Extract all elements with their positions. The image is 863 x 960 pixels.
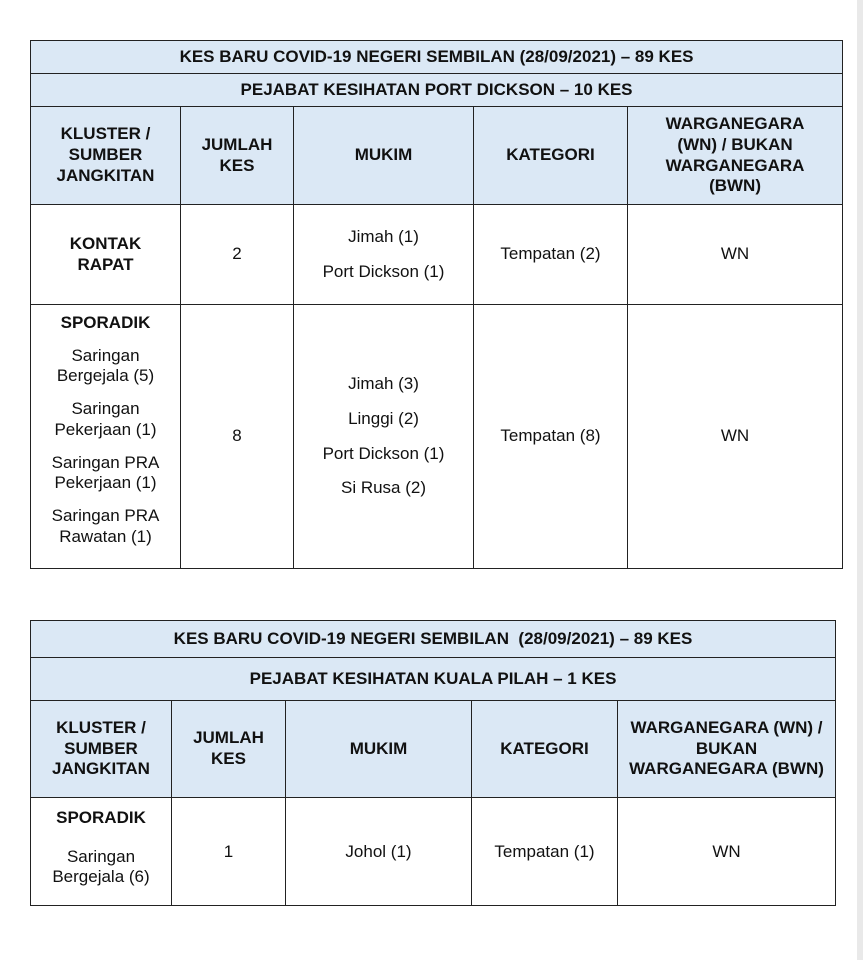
table-subtitle: PEJABAT KESIHATAN PORT DICKSON – 10 KES <box>31 74 843 107</box>
kategori-cell: Tempatan (2) <box>474 205 628 305</box>
table-title: KES BARU COVID-19 NEGERI SEMBILAN (28/09/2021) – 89 KES <box>31 621 836 658</box>
kategori-cell: Tempatan (1) <box>472 798 618 906</box>
table-row <box>31 305 843 569</box>
mukim-item: Linggi (2) <box>348 408 419 428</box>
header-kategori: KATEGORI <box>474 107 628 205</box>
mukim-item: Si Rusa (2) <box>340 478 427 498</box>
kluster-cell: KONTAK RAPAT <box>31 205 181 305</box>
mukim-item: Port Dickson (1) <box>322 443 445 463</box>
warganegara-cell: WN <box>628 305 843 569</box>
kluster-item: Saringan PRA Rawatan (1) <box>51 506 160 546</box>
warganegara-cell: WN <box>628 205 843 305</box>
header-jumlah: JUMLAH KES <box>172 701 286 798</box>
header-mukim: MUKIM <box>286 701 472 798</box>
mukim-cell <box>294 205 474 305</box>
mukim-item: Johol (1) <box>345 842 412 861</box>
case-table-kuala-pilah <box>30 620 836 906</box>
case-table-port-dickson <box>30 40 843 569</box>
top-margin <box>0 0 863 40</box>
jumlah-cell: 1 <box>172 798 286 906</box>
table-subtitle: PEJABAT KESIHATAN KUALA PILAH – 1 KES <box>31 658 836 701</box>
mukim-cell <box>294 305 474 569</box>
header-warganegara: WARGANEGARA (WN) / BUKAN WARGANEGARA (BWN) <box>618 701 836 798</box>
jumlah-cell: 2 <box>181 205 294 305</box>
kluster-item: Saringan Pekerjaan (1) <box>54 399 157 439</box>
mukim-item: Jimah (3) <box>348 374 419 394</box>
kluster-item: Saringan Bergejala (6) <box>52 846 150 887</box>
kluster-title: SPORADIK <box>60 313 151 332</box>
table-row <box>31 798 836 906</box>
mukim-item: Jimah (1) <box>348 226 419 246</box>
right-edge <box>857 0 863 960</box>
header-kluster: KLUSTER / SUMBER JANGKITAN <box>31 107 181 205</box>
header-kategori: KATEGORI <box>472 701 618 798</box>
header-jumlah: JUMLAH KES <box>181 107 294 205</box>
table-title: KES BARU COVID-19 NEGERI SEMBILAN (28/09/2021) – 89 KES <box>31 41 843 74</box>
table-row <box>31 205 843 305</box>
mukim-cell <box>286 798 472 906</box>
mukim-item: Port Dickson (1) <box>322 261 445 281</box>
header-kluster: KLUSTER / SUMBER JANGKITAN <box>31 701 172 798</box>
warganegara-cell: WN <box>618 798 836 906</box>
kluster-item: Saringan PRA Pekerjaan (1) <box>51 452 160 493</box>
kluster-title: SPORADIK <box>56 808 146 827</box>
header-warganegara: WARGANEGARA (WN) / BUKAN WARGANEGARA (BWN) <box>628 107 843 205</box>
header-mukim: MUKIM <box>294 107 474 205</box>
kluster-item: Saringan Bergejala (5) <box>56 345 155 386</box>
jumlah-cell: 8 <box>181 305 294 569</box>
kluster-cell <box>31 798 172 906</box>
kategori-cell: Tempatan (8) <box>474 305 628 569</box>
kluster-cell <box>31 305 181 569</box>
